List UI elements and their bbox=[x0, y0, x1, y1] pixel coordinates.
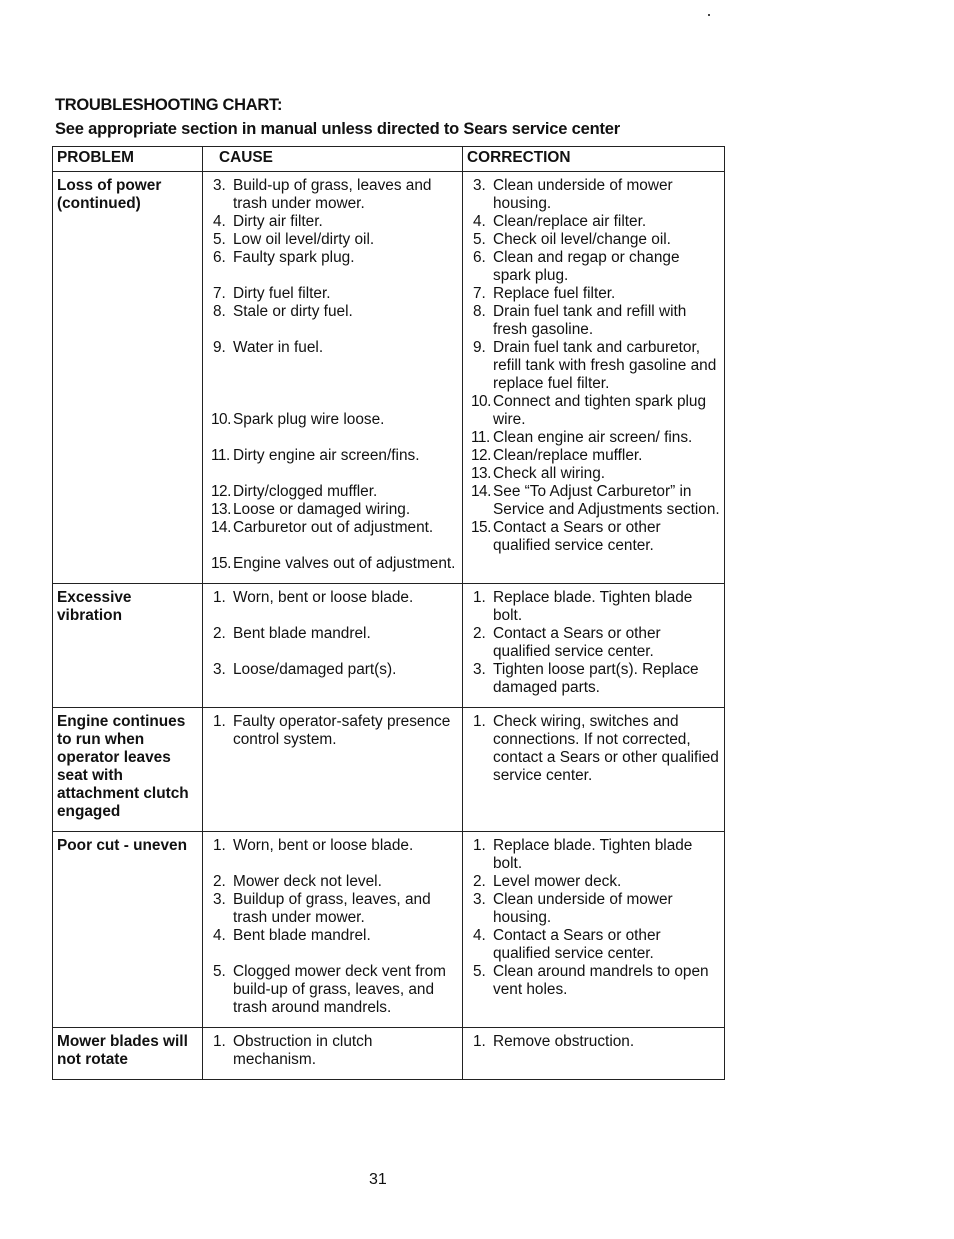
item-number: 3. bbox=[213, 661, 226, 678]
item-number: 3. bbox=[473, 661, 486, 678]
item-text: Worn, bent or loose blade. bbox=[233, 589, 414, 606]
cause-cell bbox=[203, 708, 463, 832]
table-row bbox=[53, 708, 725, 832]
item-number: 9. bbox=[213, 339, 226, 356]
item-text: Clean and regap or change spark plug. bbox=[493, 249, 680, 284]
cause-list bbox=[207, 713, 458, 749]
item-number: 6. bbox=[213, 249, 226, 266]
problem-cell bbox=[53, 584, 203, 708]
problem-cell bbox=[53, 708, 203, 832]
item-number: 14. bbox=[211, 519, 231, 536]
list-item bbox=[207, 231, 458, 249]
problem-header: PROBLEM bbox=[53, 147, 203, 172]
correction-cell bbox=[463, 584, 725, 708]
item-number: 4. bbox=[213, 927, 226, 944]
item-number: 4. bbox=[473, 927, 486, 944]
chart-subtitle: See appropriate section in manual unless directed to Sears service center bbox=[55, 120, 620, 138]
header-row bbox=[53, 147, 725, 172]
problem-text: Loss of power (continued) bbox=[57, 177, 162, 212]
correction-header: CORRECTION bbox=[463, 147, 725, 172]
item-text: Clean around mandrels to open vent holes. bbox=[493, 963, 709, 998]
cause-list bbox=[207, 1033, 458, 1069]
table-row bbox=[53, 172, 725, 584]
item-text: Remove obstruction. bbox=[493, 1033, 635, 1050]
item-number: 3. bbox=[473, 177, 486, 194]
item-text: Level mower deck. bbox=[493, 873, 622, 890]
item-text: Drain fuel tank and carburetor, refill tank with fresh gasoline and replace fuel filter. bbox=[493, 339, 717, 392]
problem-text: Engine continues to run when operator leaves seat with attachment clutch engaged bbox=[57, 713, 189, 820]
item-text: Replace fuel filter. bbox=[493, 285, 616, 302]
correction-cell bbox=[463, 172, 725, 584]
item-text: Clean underside of mower housing. bbox=[493, 891, 673, 926]
item-text: Check oil level/change oil. bbox=[493, 231, 671, 248]
item-number: 1. bbox=[473, 837, 486, 854]
item-number: 2. bbox=[473, 625, 486, 642]
list-item bbox=[467, 927, 720, 963]
item-text: See “To Adjust Carburetor” in Service and Adjustments section. bbox=[493, 483, 720, 518]
item-text: Bent blade mandrel. bbox=[233, 625, 371, 642]
list-item bbox=[467, 393, 720, 429]
item-number: 9. bbox=[473, 339, 486, 356]
list-item bbox=[467, 1033, 720, 1051]
table-row bbox=[53, 832, 725, 1028]
item-text: Check wiring, switches and connections. If not corrected, contact a Sears or other qualified service center. bbox=[493, 713, 719, 784]
item-text: Dirty/clogged muffler. bbox=[233, 483, 378, 500]
item-text: Contact a Sears or other qualified service center. bbox=[493, 927, 661, 962]
list-item bbox=[467, 963, 720, 999]
item-number: 1. bbox=[473, 713, 486, 730]
item-number: 7. bbox=[213, 285, 226, 302]
item-text: Faulty spark plug. bbox=[233, 249, 355, 266]
item-number: 5. bbox=[473, 963, 486, 980]
correction-list bbox=[467, 837, 720, 999]
cause-cell bbox=[203, 172, 463, 584]
item-text: Buildup of grass, leaves, and trash under mower. bbox=[233, 891, 431, 926]
cause-cell bbox=[203, 832, 463, 1028]
item-number: 1. bbox=[213, 713, 226, 730]
correction-cell bbox=[463, 708, 725, 832]
problem-text: Excessive vibration bbox=[57, 589, 132, 624]
list-item bbox=[207, 873, 458, 891]
item-number: 3. bbox=[213, 177, 226, 194]
item-text: Worn, bent or loose blade. bbox=[233, 837, 414, 854]
list-item bbox=[207, 447, 458, 465]
item-text: Obstruction in clutch mechanism. bbox=[233, 1033, 373, 1068]
list-item bbox=[207, 501, 458, 519]
list-item bbox=[467, 231, 720, 249]
item-number: 4. bbox=[473, 213, 486, 230]
item-number: 5. bbox=[213, 231, 226, 248]
problem-text: Mower blades will not rotate bbox=[57, 1033, 188, 1068]
item-number: 7. bbox=[473, 285, 486, 302]
item-text: Mower deck not level. bbox=[233, 873, 382, 890]
list-item bbox=[207, 625, 458, 643]
item-text: Carburetor out of adjustment. bbox=[233, 519, 434, 536]
item-text: Check all wiring. bbox=[493, 465, 606, 482]
item-number: 15. bbox=[471, 519, 491, 536]
list-item bbox=[467, 249, 720, 285]
list-item bbox=[467, 873, 720, 891]
item-text: Low oil level/dirty oil. bbox=[233, 231, 375, 248]
list-item bbox=[207, 519, 458, 537]
list-item bbox=[467, 891, 720, 927]
item-number: 10. bbox=[211, 411, 231, 428]
list-item bbox=[207, 285, 458, 303]
speck-mark bbox=[708, 14, 710, 16]
list-item bbox=[207, 411, 458, 429]
troubleshooting-table bbox=[52, 146, 725, 1080]
correction-list bbox=[467, 1033, 720, 1051]
list-item bbox=[467, 339, 720, 393]
item-number: 1. bbox=[213, 589, 226, 606]
item-number: 15. bbox=[211, 555, 231, 572]
list-item bbox=[207, 963, 458, 1017]
list-item bbox=[207, 213, 458, 231]
item-number: 12. bbox=[211, 483, 231, 500]
correction-list bbox=[467, 713, 720, 785]
problem-cell bbox=[53, 172, 203, 584]
list-item bbox=[467, 589, 720, 625]
item-text: Dirty air filter. bbox=[233, 213, 323, 230]
item-number: 3. bbox=[213, 891, 226, 908]
item-number: 14. bbox=[471, 483, 491, 500]
list-item bbox=[207, 483, 458, 501]
item-number: 2. bbox=[213, 873, 226, 890]
item-text: Build-up of grass, leaves and trash under mower. bbox=[233, 177, 432, 212]
item-number: 11. bbox=[211, 447, 230, 464]
list-item bbox=[207, 713, 458, 749]
item-number: 1. bbox=[473, 1033, 486, 1050]
list-item bbox=[207, 661, 458, 679]
item-text: Bent blade mandrel. bbox=[233, 927, 371, 944]
table-row bbox=[53, 584, 725, 708]
list-item bbox=[207, 303, 458, 321]
item-number: 1. bbox=[473, 589, 486, 606]
problem-cell bbox=[53, 1028, 203, 1080]
item-number: 13. bbox=[471, 465, 491, 482]
list-item bbox=[467, 429, 720, 447]
correction-cell bbox=[463, 832, 725, 1028]
list-item bbox=[467, 303, 720, 339]
item-number: 12. bbox=[471, 447, 491, 464]
cause-cell bbox=[203, 584, 463, 708]
item-text: Drain fuel tank and refill with fresh gasoline. bbox=[493, 303, 687, 338]
item-text: Clean engine air screen/ fins. bbox=[493, 429, 693, 446]
item-text: Clean underside of mower housing. bbox=[493, 177, 673, 212]
item-number: 2. bbox=[473, 873, 486, 890]
cause-list bbox=[207, 177, 458, 573]
cause-header: CAUSE bbox=[203, 147, 463, 172]
item-text: Clean/replace muffler. bbox=[493, 447, 643, 464]
list-item bbox=[467, 713, 720, 785]
item-text: Stale or dirty fuel. bbox=[233, 303, 353, 320]
item-number: 8. bbox=[473, 303, 486, 320]
problem-text: Poor cut - uneven bbox=[57, 837, 187, 854]
correction-cell bbox=[463, 1028, 725, 1080]
chart-title: TROUBLESHOOTING CHART: bbox=[55, 96, 283, 114]
item-text: Clean/replace air filter. bbox=[493, 213, 647, 230]
list-item bbox=[467, 625, 720, 661]
item-text: Tighten loose part(s). Replace damaged parts. bbox=[493, 661, 699, 696]
list-item bbox=[207, 837, 458, 855]
list-item bbox=[467, 447, 720, 465]
item-text: Dirty engine air screen/fins. bbox=[233, 447, 420, 464]
item-text: Contact a Sears or other qualified service center. bbox=[493, 519, 661, 554]
list-item bbox=[207, 555, 458, 573]
item-text: Loose or damaged wiring. bbox=[233, 501, 411, 518]
list-item bbox=[207, 891, 458, 927]
list-item bbox=[207, 589, 458, 607]
item-text: Loose/damaged part(s). bbox=[233, 661, 397, 678]
list-item bbox=[467, 661, 720, 697]
item-text: Spark plug wire loose. bbox=[233, 411, 385, 428]
list-item bbox=[467, 837, 720, 873]
item-text: Dirty fuel filter. bbox=[233, 285, 331, 302]
item-number: 11. bbox=[471, 429, 490, 446]
list-item bbox=[207, 177, 458, 213]
item-number: 4. bbox=[213, 213, 226, 230]
item-text: Faulty operator-safety presence control system. bbox=[233, 713, 451, 748]
list-item bbox=[467, 483, 720, 519]
item-text: Replace blade. Tighten blade bolt. bbox=[493, 589, 693, 624]
item-text: Engine valves out of adjustment. bbox=[233, 555, 456, 572]
list-item bbox=[467, 519, 720, 555]
item-number: 1. bbox=[213, 1033, 226, 1050]
item-number: 3. bbox=[473, 891, 486, 908]
item-number: 1. bbox=[213, 837, 226, 854]
item-number: 10. bbox=[471, 393, 491, 410]
item-text: Connect and tighten spark plug wire. bbox=[493, 393, 707, 428]
item-text: Clogged mower deck vent from build-up of grass, leaves, and trash around mandrels. bbox=[233, 963, 446, 1016]
correction-list bbox=[467, 589, 720, 697]
item-number: 5. bbox=[473, 231, 486, 248]
correction-list bbox=[467, 177, 720, 555]
cause-cell bbox=[203, 1028, 463, 1080]
item-text: Contact a Sears or other qualified service center. bbox=[493, 625, 661, 660]
table-row bbox=[53, 1028, 725, 1080]
item-number: 13. bbox=[211, 501, 231, 518]
item-number: 8. bbox=[213, 303, 226, 320]
list-item bbox=[467, 177, 720, 213]
item-text: Replace blade. Tighten blade bolt. bbox=[493, 837, 693, 872]
cause-list bbox=[207, 589, 458, 679]
item-number: 5. bbox=[213, 963, 226, 980]
item-number: 2. bbox=[213, 625, 226, 642]
problem-cell bbox=[53, 832, 203, 1028]
list-item bbox=[207, 927, 458, 945]
list-item bbox=[207, 339, 458, 357]
list-item bbox=[207, 249, 458, 267]
list-item bbox=[467, 285, 720, 303]
list-item bbox=[207, 1033, 458, 1069]
item-text: Water in fuel. bbox=[233, 339, 324, 356]
item-number: 6. bbox=[473, 249, 486, 266]
list-item bbox=[467, 213, 720, 231]
cause-list bbox=[207, 837, 458, 1017]
list-item bbox=[467, 465, 720, 483]
page-number: 31 bbox=[369, 1171, 387, 1188]
